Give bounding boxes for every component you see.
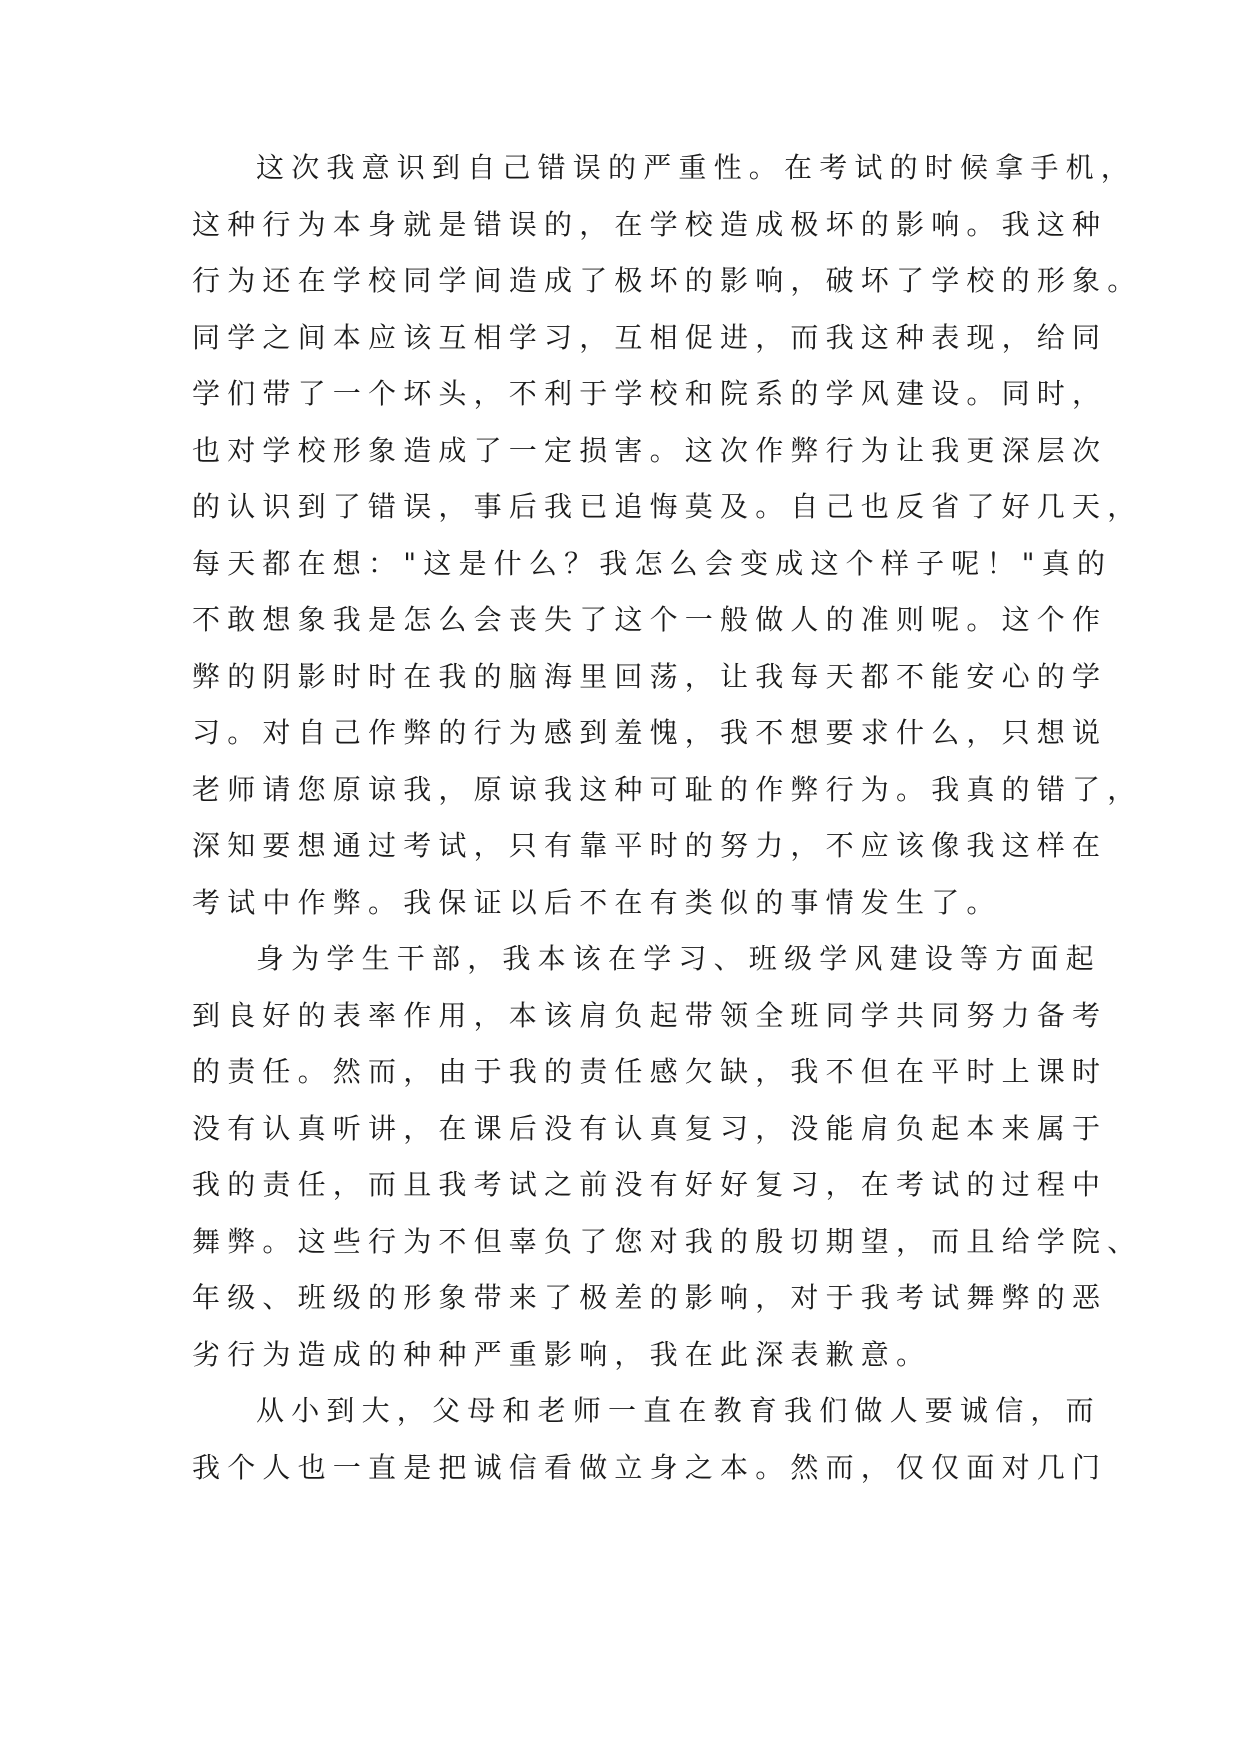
paragraph-2-line-8: 劣行为造成的种种严重影响，我在此深表歉意。	[192, 1337, 932, 1371]
paragraph-3-line-2: 我个人也一直是把诚信看做立身之本。然而，仅仅面对几门	[192, 1450, 1108, 1484]
paragraph-2-line-5: 我的责任，而且我考试之前没有好好复习，在考试的过程中	[192, 1168, 1108, 1201]
paragraph-1-line-9: 不敢想象我是怎么会丧失了这个一般做人的准则呢。这个作	[192, 603, 1108, 636]
paragraph-2-line-3: 的责任。然而，由于我的责任感欠缺，我不但在平时上课时	[192, 1055, 1108, 1088]
paragraph-2-line-2: 到良好的表率作用，本该肩负起带领全班同学共同努力备考	[192, 998, 1108, 1032]
paragraph-1-line-10: 弊的阴影时时在我的脑海里回荡，让我每天都不能安心的学	[192, 659, 1108, 693]
paragraph-1-line-8: 每天都在想："这是什么？我怎么会变成这个样子呢！"真的	[192, 546, 1113, 580]
paragraph-1-line-5: 学们带了一个坏头，不利于学校和院系的学风建设。同时，	[192, 377, 1108, 410]
paragraph-3-line-1: 从小到大，父母和老师一直在教育我们做人要诚信，而	[256, 1394, 1101, 1427]
paragraph-1-line-13: 深知要想通过考试，只有靠平时的努力，不应该像我这样在	[192, 829, 1108, 862]
paragraph-1-line-12: 老师请您原谅我，原谅我这种可耻的作弊行为。我真的错了，	[192, 772, 1143, 806]
paragraph-1-line-14: 考试中作弊。我保证以后不在有类似的事情发生了。	[192, 885, 1002, 919]
paragraph-1-line-11: 习。对自己作弊的行为感到羞愧，我不想要求什么，只想说	[192, 716, 1108, 749]
paragraph-1-line-1: 这次我意识到自己错误的严重性。在考试的时候拿手机，	[256, 151, 1137, 184]
paragraph-1-line-4: 同学之间本应该互相学习，互相促进，而我这种表现，给同	[192, 320, 1108, 354]
paragraph-1-line-6: 也对学校形象造成了一定损害。这次作弊行为让我更深层次	[192, 433, 1108, 467]
paragraph-1-line-3: 行为还在学校同学间造成了极坏的影响，破坏了学校的形象。	[192, 264, 1143, 297]
paragraph-2-line-6: 舞弊。这些行为不但辜负了您对我的殷切期望，而且给学院、	[192, 1224, 1143, 1258]
paragraph-1-line-7: 的认识到了错误，事后我已追悔莫及。自己也反省了好几天，	[192, 490, 1143, 523]
document-body	[192, 140, 1143, 1496]
paragraph-1-line-2: 这种行为本身就是错误的，在学校造成极坏的影响。我这种	[192, 207, 1108, 241]
paragraph-2-line-7: 年级、班级的形象带来了极差的影响，对于我考试舞弊的恶	[192, 1281, 1108, 1314]
paragraph-2-line-1: 身为学生干部，我本该在学习、班级学风建设等方面起	[256, 942, 1101, 975]
paragraph-2-line-4: 没有认真听讲，在课后没有认真复习，没能肩负起本来属于	[192, 1111, 1108, 1145]
